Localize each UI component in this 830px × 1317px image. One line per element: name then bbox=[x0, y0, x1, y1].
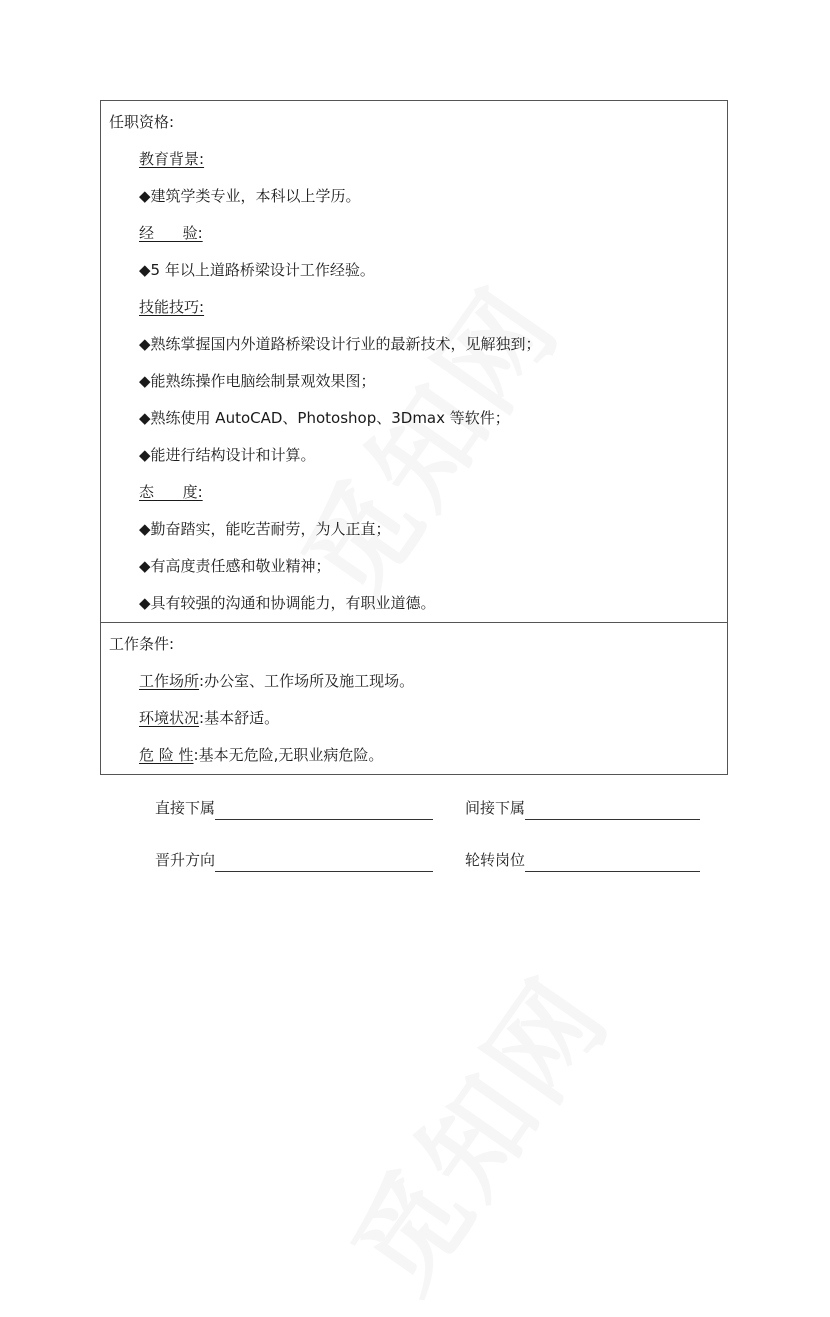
relations-fields bbox=[155, 790, 705, 894]
direct-subordinate-blank[interactable] bbox=[215, 795, 433, 820]
rotation-position-field bbox=[465, 842, 700, 872]
risk-line bbox=[109, 742, 727, 768]
environment-label: 环境状况 bbox=[139, 709, 200, 727]
field-row bbox=[155, 842, 705, 872]
work-place-line bbox=[109, 668, 727, 694]
work-conditions-section bbox=[101, 622, 727, 774]
indirect-subordinate-field bbox=[465, 790, 700, 820]
risk-value: :基本无危险,无职业病危险。 bbox=[193, 746, 384, 764]
experience-heading: 经 验: bbox=[139, 224, 203, 242]
direct-subordinate-field bbox=[155, 790, 465, 820]
risk-label: 危 险 性 bbox=[139, 746, 194, 764]
promotion-direction-blank[interactable] bbox=[215, 847, 433, 872]
attitude-item: ◆勤奋踏实，能吃苦耐劳，为人正直； bbox=[139, 520, 391, 538]
rotation-position-blank[interactable] bbox=[525, 847, 700, 872]
watermark bbox=[309, 941, 638, 1317]
job-description-table bbox=[100, 100, 728, 775]
experience-item: ◆5 年以上道路桥梁设计工作经验。 bbox=[139, 261, 375, 279]
promotion-direction-label: 晋升方向 bbox=[155, 851, 216, 869]
skills-item: ◆熟练使用 AutoCAD、Photoshop、3Dmax 等软件； bbox=[139, 409, 510, 427]
field-row bbox=[155, 790, 705, 820]
environment-line bbox=[109, 705, 727, 731]
skills-item: ◆能熟练操作电脑绘制景观效果图； bbox=[139, 372, 376, 390]
work-conditions-title: 工作条件: bbox=[109, 635, 175, 653]
promotion-direction-field bbox=[155, 842, 465, 872]
education-heading: 教育背景: bbox=[139, 150, 205, 168]
attitude-item: ◆有高度责任感和敬业精神； bbox=[139, 557, 331, 575]
skills-item: ◆能进行结构设计和计算。 bbox=[139, 446, 316, 464]
skills-item: ◆熟练掌握国内外道路桥梁设计行业的最新技术，见解独到； bbox=[139, 335, 541, 353]
attitude-item: ◆具有较强的沟通和协调能力，有职业道德。 bbox=[139, 594, 436, 612]
work-place-label: 工作场所 bbox=[139, 672, 200, 690]
rotation-position-label: 轮转岗位 bbox=[465, 851, 526, 869]
attitude-heading: 态 度: bbox=[139, 483, 203, 501]
qualifications-section bbox=[101, 101, 727, 622]
skills-heading: 技能技巧: bbox=[139, 298, 205, 316]
direct-subordinate-label: 直接下属 bbox=[155, 799, 216, 817]
indirect-subordinate-blank[interactable] bbox=[525, 795, 700, 820]
work-place-value: :办公室、工作场所及施工现场。 bbox=[199, 672, 415, 690]
qualifications-title: 任职资格: bbox=[109, 113, 175, 131]
environment-value: :基本舒适。 bbox=[199, 709, 280, 727]
education-item: ◆建筑学类专业，本科以上学历。 bbox=[139, 187, 361, 205]
indirect-subordinate-label: 间接下属 bbox=[465, 799, 526, 817]
